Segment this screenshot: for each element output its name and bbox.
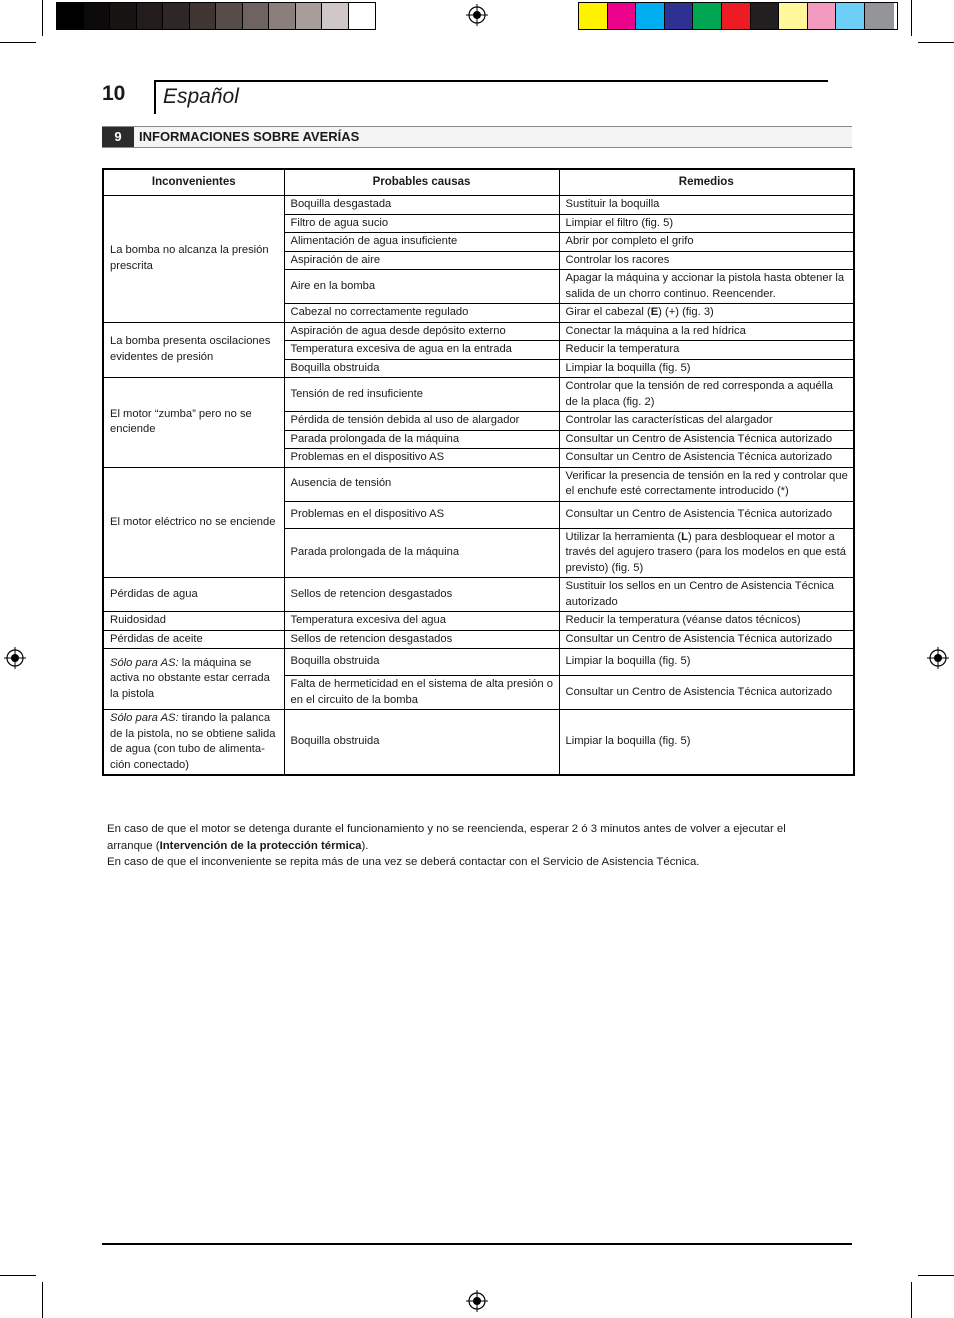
remedy-cell: Limpiar la boquilla (fig. 5) <box>559 359 854 378</box>
section-header <box>102 126 852 148</box>
table-row <box>103 322 854 341</box>
table-row <box>103 467 854 501</box>
problem-text: la máquina se activa no obstante estar cerrada la pistola <box>110 656 270 700</box>
color-swatch <box>243 3 270 29</box>
note-service-contact: En caso de que el inconveniente se repita más de una vez se deberá contactar con el Servicio de Asistencia Técnica. <box>107 856 700 868</box>
cause-cell: Temperatura excesiva de agua en la entrada <box>284 341 559 360</box>
cause-cell: Aire en la bomba <box>284 270 559 304</box>
cause-cell: Problemas en el dispositivo AS <box>284 501 559 528</box>
remedy-cell: Consultar un Centro de Asistencia Técnica autorizado <box>559 449 854 468</box>
problem-cell: Pérdidas de aceite <box>103 630 284 649</box>
table-row <box>103 578 854 612</box>
remedy-cell: Consultar un Centro de Asistencia Técnica autorizado <box>559 630 854 649</box>
remedy-cell: Limpiar la boquilla (fig. 5) <box>559 710 854 776</box>
column-header: Remedios <box>559 169 854 196</box>
registration-mark-icon <box>4 647 26 669</box>
remedy-cell: Verificar la presencia de tensión en la red y controlar que el enchufe esté correctamente introducido (*) <box>559 467 854 501</box>
color-swatch <box>579 3 608 29</box>
remedy-cell: Limpiar el filtro (fig. 5) <box>559 214 854 233</box>
table-header-row <box>103 169 854 196</box>
remedy-cell: Consultar un Centro de Asistencia Técnica autorizado <box>559 501 854 528</box>
remedy-part-label: L <box>681 530 688 543</box>
cause-cell: Boquilla obstruida <box>284 649 559 676</box>
table-row <box>103 612 854 631</box>
problem-cell: Ruidosidad <box>103 612 284 631</box>
color-swatch <box>608 3 637 29</box>
remedy-part-label: E <box>650 306 659 318</box>
language-title: Español <box>154 80 828 114</box>
cause-cell: Ausencia de tensión <box>284 467 559 501</box>
color-swatch <box>779 3 808 29</box>
note-text: ). <box>361 839 369 852</box>
color-swatch <box>665 3 694 29</box>
problem-cell: El motor “zumba” pero no se enciende <box>103 378 284 468</box>
crop-mark <box>0 1275 36 1276</box>
table-row <box>103 649 854 676</box>
remedy-cell: Sustituir los sellos en un Centro de Asistencia Técnica autorizado <box>559 578 854 612</box>
problem-cell <box>103 649 284 710</box>
crop-mark <box>918 42 954 43</box>
cause-cell: Problemas en el dispositivo AS <box>284 449 559 468</box>
note-thermal-protection <box>107 821 827 854</box>
table-row <box>103 378 854 412</box>
problem-prefix: Sólo para AS: <box>110 712 179 724</box>
table-row <box>103 710 854 776</box>
color-swatch <box>865 3 894 29</box>
color-swatch <box>190 3 217 29</box>
color-swatch <box>216 3 243 29</box>
color-swatch <box>751 3 780 29</box>
registration-mark-icon <box>466 4 488 26</box>
remedy-cell: Limpiar la boquilla (fig. 5) <box>559 649 854 676</box>
crop-mark <box>42 0 43 36</box>
cause-cell: Cabezal no correctamente regulado <box>284 304 559 323</box>
remedy-cell: Apagar la máquina y accionar la pistola hasta obtener la salida de un chorro continuo. Reencender. <box>559 270 854 304</box>
color-swatch <box>296 3 323 29</box>
note-text: En caso de que el motor se detenga durante el funcionamiento y no se reencienda, esperar 2 ó 3 minutos antes de volver a ejecutar el arranque ( <box>107 823 786 852</box>
cause-cell: Boquilla obstruida <box>284 359 559 378</box>
cause-cell: Pérdida de tensión debida al uso de alargador <box>284 412 559 431</box>
troubleshooting-table <box>102 168 855 776</box>
problem-prefix: Sólo para AS: <box>110 656 179 669</box>
color-swatch <box>636 3 665 29</box>
remedy-cell: Consultar un Centro de Asistencia Técnica autorizado <box>559 676 854 710</box>
remedy-text: ) (+) (fig. 3) <box>658 306 714 318</box>
remedy-cell <box>559 528 854 578</box>
table-row <box>103 196 854 215</box>
cause-cell: Falta de hermeticidad en el sistema de alta presión o en el circuito de la bomba <box>284 676 559 710</box>
color-swatch <box>693 3 722 29</box>
remedy-cell: Consultar un Centro de Asistencia Técnica autorizado <box>559 430 854 449</box>
cause-cell: Filtro de agua sucio <box>284 214 559 233</box>
crop-mark <box>911 1282 912 1318</box>
section-title: INFORMACIONES SOBRE AVERÍAS <box>139 129 360 144</box>
color-swatch <box>163 3 190 29</box>
registration-mark-icon <box>466 1290 488 1312</box>
color-swatch <box>722 3 751 29</box>
problem-text: tirando la palanca de la pistola, no se obtiene salida de agua (con tubo de alimenta-ción conectado) <box>110 712 276 771</box>
cause-cell: Aspiración de agua desde depósito externo <box>284 322 559 341</box>
color-swatch <box>137 3 164 29</box>
cause-cell: Temperatura excesiva del agua <box>284 612 559 631</box>
cause-cell: Aspiración de aire <box>284 251 559 270</box>
color-swatch <box>349 3 375 29</box>
note-bold-text: Intervención de la protección térmica <box>159 839 362 852</box>
remedy-text: Utilizar la herramienta ( <box>565 530 682 543</box>
color-swatch <box>84 3 111 29</box>
table-row <box>103 630 854 649</box>
crop-mark <box>42 1282 43 1318</box>
column-header: Probables causas <box>284 169 559 196</box>
problem-cell <box>103 710 284 776</box>
column-header: Inconvenientes <box>103 169 284 196</box>
problem-cell: La bomba no alcanza la presión prescrita <box>103 196 284 323</box>
cause-cell: Sellos de retencion desgastados <box>284 630 559 649</box>
remedy-cell: Conectar la máquina a la red hídrica <box>559 322 854 341</box>
color-swatch <box>322 3 349 29</box>
cause-cell: Parada prolongada de la máquina <box>284 430 559 449</box>
remedy-text: Girar el cabezal ( <box>565 306 651 318</box>
cause-cell: Boquilla obstruida <box>284 710 559 776</box>
cause-cell: Boquilla desgastada <box>284 196 559 215</box>
cause-cell: Tensión de red insuficiente <box>284 378 559 412</box>
process-color-bar <box>578 2 898 30</box>
remedy-cell: Abrir por completo el grifo <box>559 233 854 252</box>
notes-block <box>107 821 827 871</box>
cause-cell: Sellos de retencion desgastados <box>284 578 559 612</box>
color-swatch <box>57 3 84 29</box>
color-swatch <box>808 3 837 29</box>
crop-mark <box>911 0 912 36</box>
remedy-cell: Controlar las características del alargador <box>559 412 854 431</box>
remedy-cell: Controlar los racores <box>559 251 854 270</box>
problem-cell: Pérdidas de agua <box>103 578 284 612</box>
section-number: 9 <box>102 127 134 147</box>
remedy-cell <box>559 304 854 323</box>
problem-cell: La bomba presenta oscilaciones evidentes de presión <box>103 322 284 378</box>
cause-cell: Alimentación de agua insuficiente <box>284 233 559 252</box>
grayscale-color-bar <box>56 2 376 30</box>
color-swatch <box>836 3 865 29</box>
remedy-cell: Controlar que la tensión de red corresponda a aquélla de la placa (fig. 2) <box>559 378 854 412</box>
remedy-cell: Sustituir la boquilla <box>559 196 854 215</box>
crop-mark <box>0 42 36 43</box>
color-swatch <box>269 3 296 29</box>
remedy-cell: Reducir la temperatura (véanse datos técnicos) <box>559 612 854 631</box>
page-number: 10 <box>102 82 126 105</box>
crop-mark <box>918 1275 954 1276</box>
registration-mark-icon <box>927 647 949 669</box>
footer-rule <box>102 1243 852 1245</box>
color-swatch <box>110 3 137 29</box>
cause-cell: Parada prolongada de la máquina <box>284 528 559 578</box>
problem-cell: El motor eléctrico no se enciende <box>103 467 284 578</box>
remedy-cell: Reducir la temperatura <box>559 341 854 360</box>
remedy-text: ) para desbloquear el motor a través del agujero trasero (para los modelos en que está previsto) (fig. 5) <box>565 530 846 574</box>
